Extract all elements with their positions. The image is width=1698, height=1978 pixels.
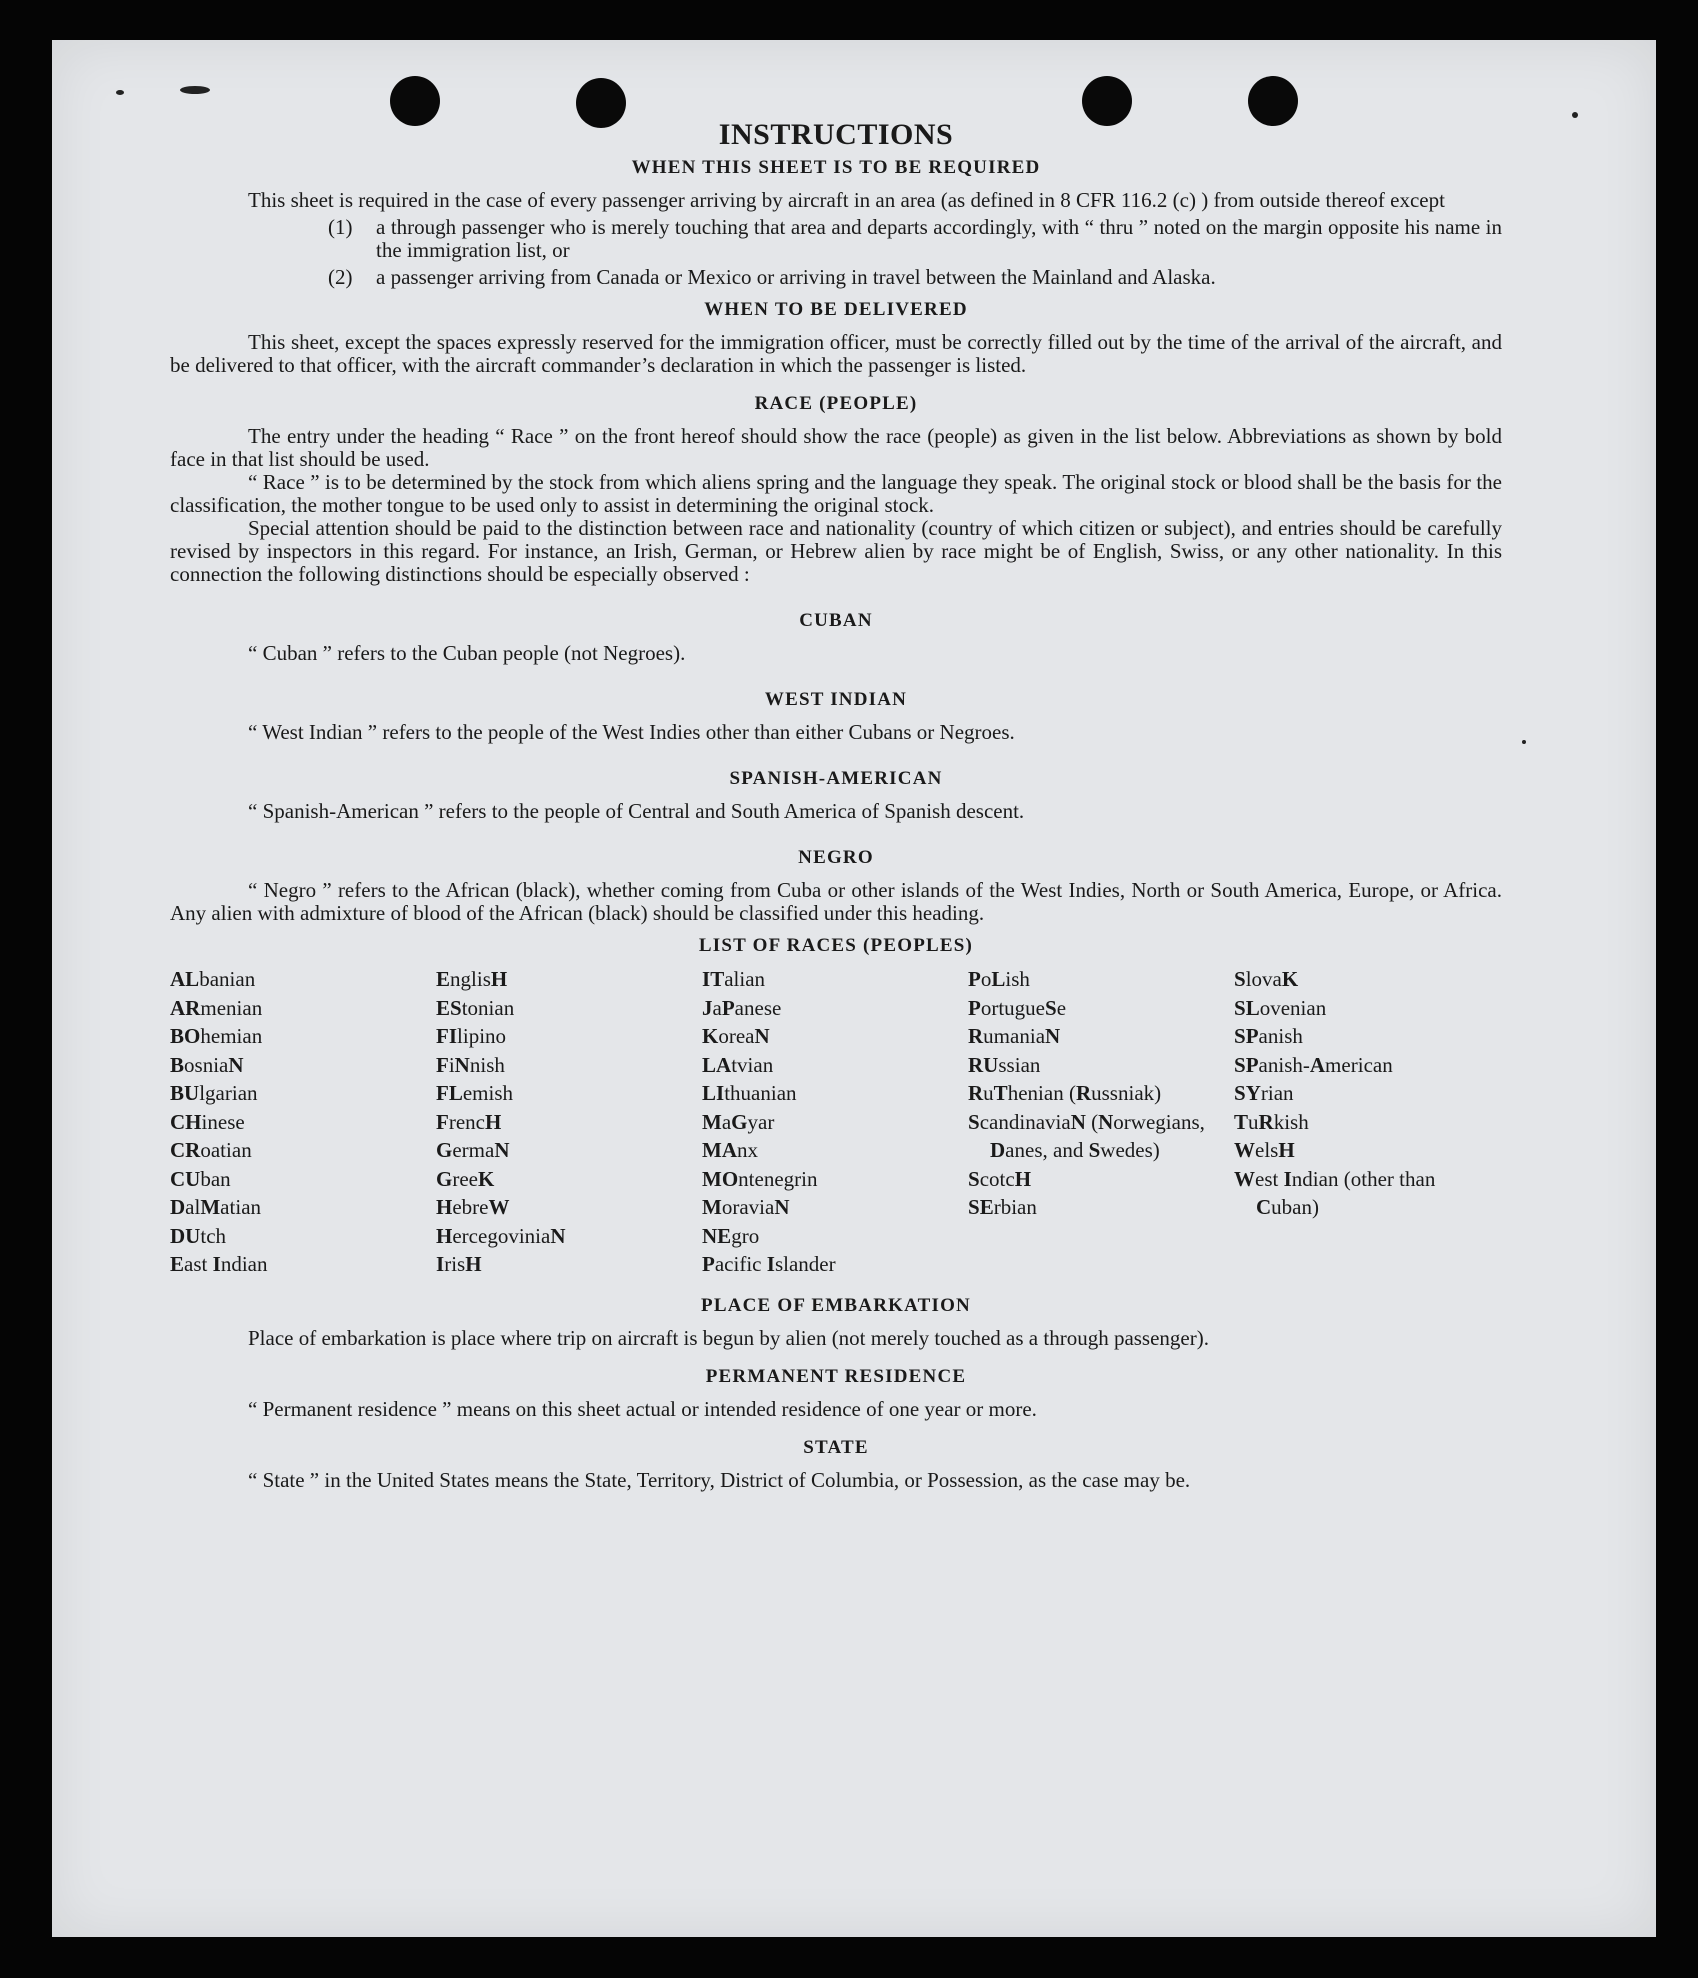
ink-speck: [1572, 112, 1578, 118]
race-entry: RumaniaN: [968, 1024, 1061, 1048]
race-entry: TuRkish: [1234, 1109, 1309, 1134]
race-entry: SErbian: [968, 1195, 1037, 1219]
section-heading-cuban: CUBAN: [799, 610, 873, 631]
residence-text: “ Permanent residence ” means on this sheet actual or intended residence of one year or more.: [248, 1396, 1037, 1421]
race-entry: ITalian: [702, 967, 766, 991]
race-entry: HercegoviniaN: [436, 1223, 566, 1248]
race-entry: ALbanian: [170, 967, 256, 991]
race-column: [170, 965, 436, 1279]
race-entry: MoraviaN: [702, 1195, 790, 1219]
race-entry: FrencH: [436, 1109, 502, 1134]
race-entry: BOhemian: [170, 1024, 263, 1048]
section-heading-west-indian: WEST INDIAN: [764, 689, 908, 710]
race-entry: EnglisH: [436, 967, 508, 991]
race-entry: GreeK: [436, 1166, 495, 1191]
page-title: INSTRUCTIONS: [718, 118, 954, 151]
race-entry: MAnx: [702, 1138, 758, 1162]
race-entry: MaGyar: [702, 1109, 775, 1134]
race-entry: DUtch: [170, 1223, 227, 1248]
race-entry: LIthuanian: [702, 1081, 797, 1105]
race-column: [702, 965, 968, 1279]
section-heading-state: STATE: [803, 1436, 869, 1458]
race-paragraph-3: Special attention should be paid to the distinction between race and nationality (country of which citizen or subject), and entries should be carefully revised by inspectors in this regard. For instance, an Irish, German, or Hebrew alien by race might be of English, Swiss, or any other nationality. In this connection the following distinctions should be especially observed :: [170, 516, 1502, 586]
delivered-text: This sheet, except the spaces expressly reserved for the immigration officer, must be correctly filled out by the time of the arrival of the aircraft, and be delivered to that officer, with the aircraft commander’s declaration in which the passenger is listed.: [170, 330, 1502, 377]
embarkation-text: Place of embarkation is place where trip on aircraft is begun by alien (not merely touched as a through passenger).: [248, 1325, 1209, 1350]
race-entry: IrisH: [436, 1252, 482, 1276]
item-number: (1): [328, 215, 353, 239]
section-heading-residence: PERMANENT RESIDENCE: [705, 1365, 967, 1387]
race-entry: RUssian: [968, 1052, 1041, 1077]
section-heading-required: WHEN THIS SHEET IS TO BE REQUIRED: [631, 157, 1041, 178]
race-entry: GermaN: [436, 1138, 510, 1162]
required-item-1: [170, 216, 1502, 262]
negro-text: “ Negro ” refers to the African (black), whether coming from Cuba or other islands of the West Indies, North or South America, Europe, or Africa. Any alien with admixture of blood of the African (black) should be classified under this heading.: [170, 878, 1502, 925]
section-heading-delivered: WHEN TO BE DELIVERED: [704, 299, 968, 320]
race-entry: NEgro: [702, 1223, 760, 1248]
race-entry: JaPanese: [702, 995, 782, 1020]
race-column: [436, 965, 702, 1279]
race-entry: SPanish: [1234, 1024, 1303, 1048]
section-heading-embarkation: PLACE OF EMBARKATION: [701, 1294, 971, 1316]
race-entry: CRoatian: [170, 1138, 252, 1162]
race-entry: FIlipino: [436, 1024, 507, 1048]
ink-speck: [1522, 740, 1526, 744]
state-text: “ State ” in the United States means the State, Territory, District of Columbia, or Possession, as the case may be.: [248, 1467, 1191, 1492]
race-entry: HebreW: [436, 1195, 510, 1219]
section-heading-spanish-american: SPANISH-AMERICAN: [729, 768, 943, 789]
race-entry: Pacific Islander: [702, 1252, 836, 1276]
race-entry: ScotcH: [968, 1166, 1032, 1191]
race-entry: BosniaN: [170, 1052, 244, 1077]
spanish-american-text: “ Spanish-American ” refers to the people of Central and South America of Spanish descent.: [248, 799, 1025, 823]
race-entry: DalMatian: [170, 1195, 262, 1219]
race-entry: CHinese: [170, 1109, 245, 1134]
race-entry: WelsH: [1234, 1138, 1295, 1162]
race-entry: RuThenian (Russniak): [968, 1081, 1162, 1105]
instructions-content: [170, 115, 1502, 1492]
race-entry: FLemish: [436, 1081, 514, 1105]
race-column: [968, 965, 1234, 1279]
race-entry: BUlgarian: [170, 1081, 258, 1105]
item-text: a through passenger who is merely touching that area and departs accordingly, with “ thru ” noted on the margin opposite his name in the immigration list, or: [376, 215, 1502, 262]
race-paragraph-1: The entry under the heading “ Race ” on the front hereof should show the race (people) as given in the list below. Abbreviations as shown by bold face in that list should be used.: [170, 424, 1502, 471]
race-entry: PoLish: [968, 967, 1030, 991]
section-heading-negro: NEGRO: [798, 847, 874, 868]
race-entry: KoreaN: [702, 1024, 770, 1048]
race-entry: ARmenian: [170, 995, 263, 1020]
section-heading-race-list: LIST OF RACES (PEOPLES): [698, 935, 974, 956]
race-entry: LAtvian: [702, 1052, 774, 1077]
race-entry: EStonian: [436, 995, 515, 1020]
section-heading-race: RACE (PEOPLE): [754, 393, 918, 414]
race-entry: ScandinaviaN (Norwegians, Danes, and Swedes): [968, 1109, 1205, 1162]
race-list: [170, 965, 1502, 1279]
cuban-text: “ Cuban ” refers to the Cuban people (not Negroes).: [248, 641, 686, 665]
race-entry: West Indian (other than Cuban): [1234, 1166, 1436, 1219]
required-item-2: [170, 266, 1502, 289]
race-column: [1234, 965, 1502, 1279]
race-entry: SPanish-American: [1234, 1052, 1393, 1077]
item-text: a passenger arriving from Canada or Mexico or arriving in travel between the Mainland and Alaska.: [376, 265, 1216, 289]
race-entry: PortugueSe: [968, 995, 1067, 1020]
item-number: (2): [328, 265, 353, 289]
race-entry: CUban: [170, 1166, 231, 1191]
race-entry: SYrian: [1234, 1081, 1294, 1105]
required-intro: This sheet is required in the case of every passenger arriving by aircraft in an area (as defined in 8 CFR 116.2 (c) ) from outside thereof except: [248, 188, 1445, 212]
ink-speck: [116, 90, 124, 95]
ink-speck: [180, 86, 210, 94]
race-entry: SLovenian: [1234, 995, 1327, 1020]
race-entry: MOntenegrin: [702, 1166, 818, 1191]
race-entry: East Indian: [170, 1252, 268, 1276]
west-indian-text: “ West Indian ” refers to the people of the West Indies other than either Cubans or Negroes.: [248, 720, 1015, 744]
race-paragraph-2: “ Race ” is to be determined by the stock from which aliens spring and the language they speak. The original stock or blood shall be the basis for the classification, the mother tongue to be used only to assist in determining the original stock.: [170, 470, 1502, 517]
race-entry: FiNnish: [436, 1052, 505, 1077]
race-entry: SlovaK: [1234, 967, 1299, 991]
